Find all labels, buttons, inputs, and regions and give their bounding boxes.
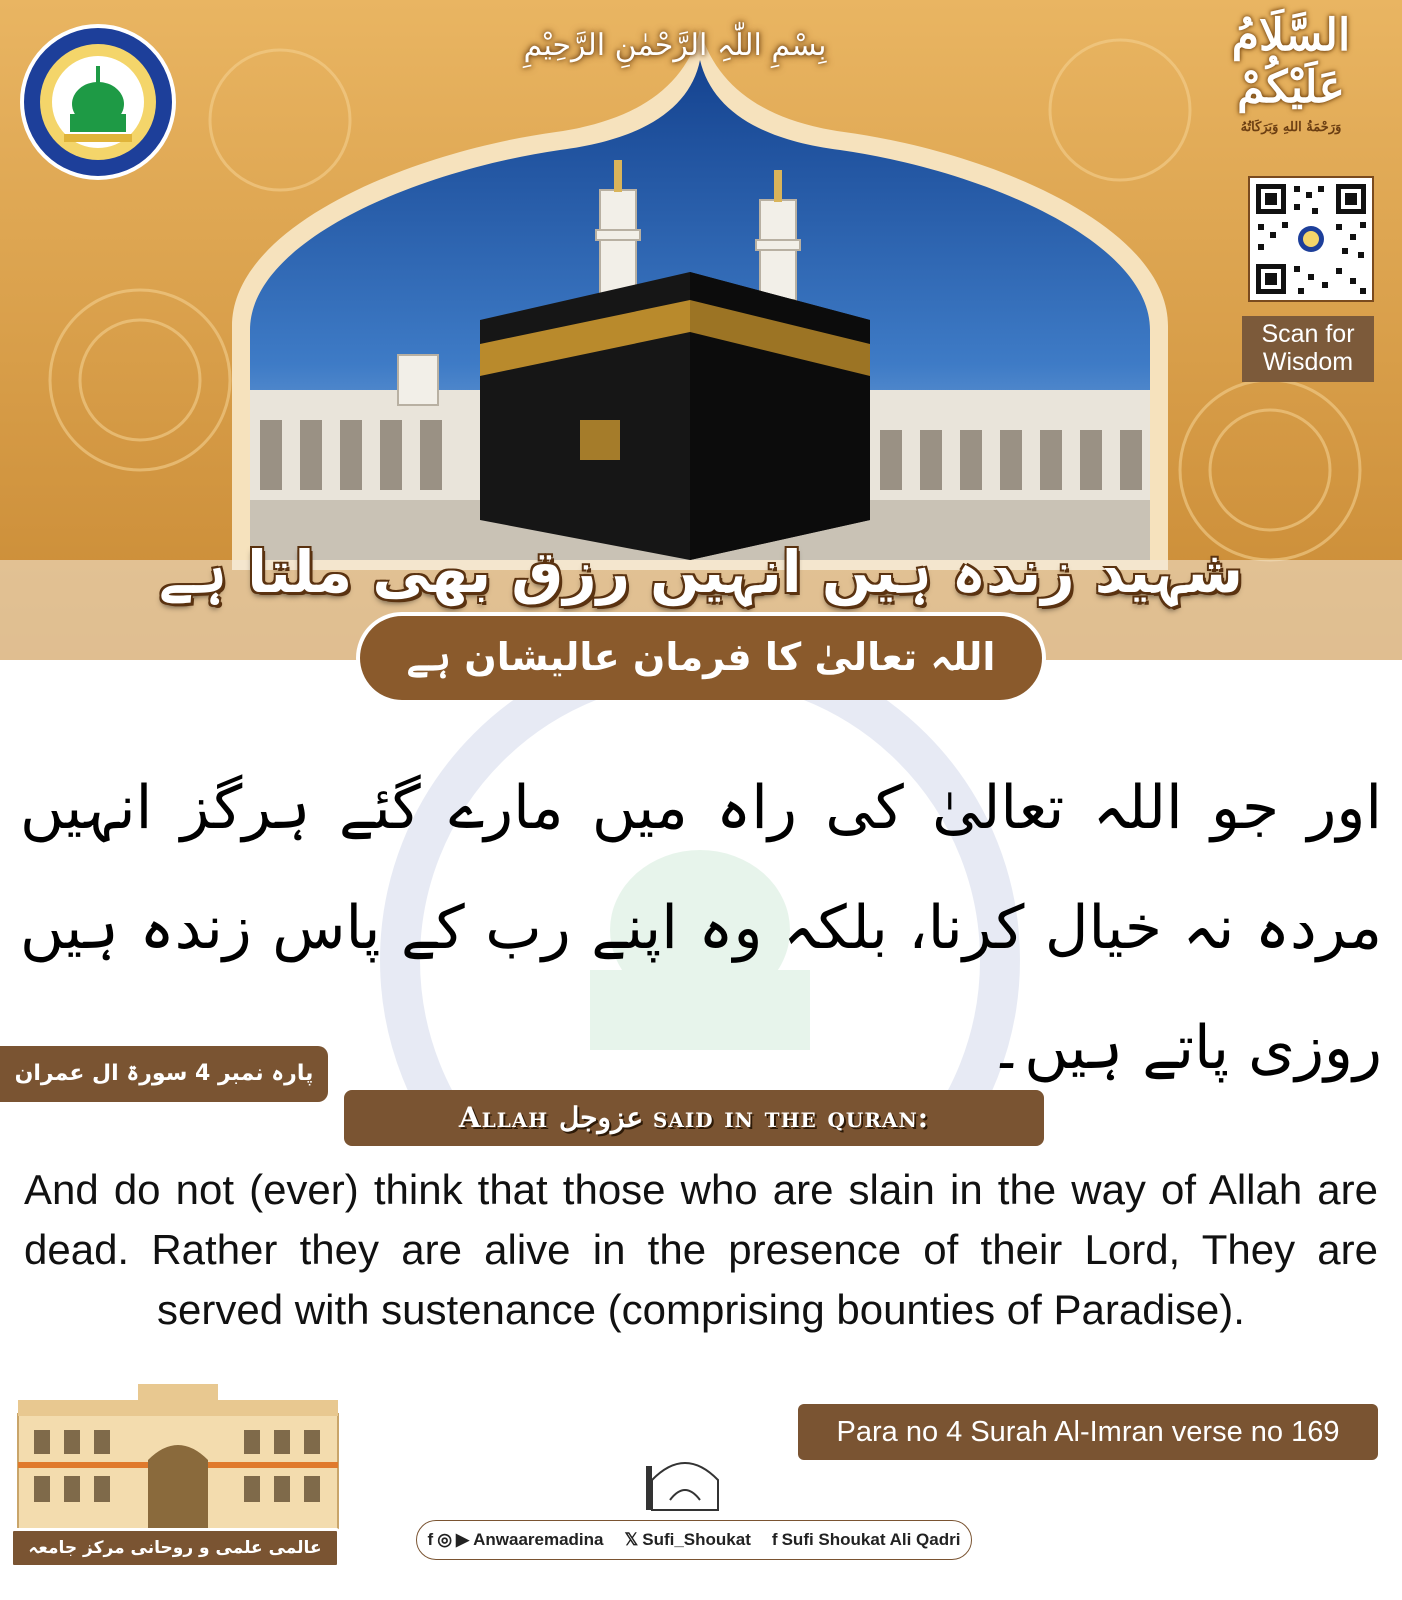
verse-urdu: اور جو اللہ تعالیٰ کی راہ میں مارے گئے ہرگز انہیں مردہ نہ خیال کرنا، بلکہ وہ اپنے رب کے پاس زندہ ہیں روزی پاتے ہیں۔	[20, 773, 1382, 1083]
footer-emblem-icon	[640, 1440, 730, 1516]
institution-caption: عالمی علمی و روحانی مرکز جامعہ انوار مدینہ قاسمیہ	[10, 1528, 340, 1568]
bismillah-text: بِسْمِ اللّٰہِ الرَّحْمٰنِ الرَّحِیْمِ	[523, 28, 827, 63]
social-handle-facebook: Sufi Shoukat Ali Qadri	[781, 1530, 961, 1549]
english-reference-badge: Para no 4 Surah Al-Imran verse no 169	[798, 1404, 1378, 1460]
x-icon: 𝕏	[624, 1530, 639, 1549]
social-handle-x: Sufi_Shoukat	[642, 1530, 751, 1549]
qr-caption	[1242, 316, 1374, 382]
social-item-facebook[interactable]	[772, 1530, 961, 1550]
youtube-icon: ▶	[456, 1530, 470, 1549]
urdu-reference-badge: پارہ نمبر 4 سورۃ ال عمران آیت نمبر 169	[0, 1046, 328, 1102]
facebook-icon: f	[771, 1530, 778, 1549]
qr-code-icon	[1250, 178, 1372, 300]
facebook-icon: f	[427, 1530, 434, 1549]
salam-subtext: وَرَحْمَةُ اللهِ وَبَرَكَاتُهُ	[1240, 120, 1342, 135]
qr-caption-line-1: Scan for	[1261, 320, 1355, 348]
verse-english: And do not (ever) think that those who are slain in the way of Allah are dead. Rather they are alive in the presence of their Lord, They are served with sustenance (comprising bounties of Paradise).	[24, 1166, 1378, 1333]
salam-text: السَّلَامُ عَلَيْكُمْ	[1231, 10, 1351, 113]
subtitle-pill: اللہ تعالیٰ کا فرمان عالیشان ہے	[356, 612, 1046, 704]
institution-logo-icon	[14, 22, 182, 182]
social-links-bar	[416, 1520, 972, 1560]
social-item-x[interactable]	[625, 1530, 751, 1550]
page-title: شہید زندہ ہیں انہیں رزق بھی ملتا ہے	[159, 538, 1243, 606]
social-handle-anwaaremadina: Anwaaremadina	[473, 1530, 604, 1549]
salam-greeting	[1188, 10, 1394, 160]
social-item-anwaaremadina[interactable]	[428, 1530, 604, 1550]
qr-code[interactable]	[1248, 176, 1374, 302]
qr-caption-line-2: Wisdom	[1262, 348, 1354, 376]
english-verse-heading: Allah عزوجل said in the quran:	[344, 1090, 1044, 1146]
instagram-icon: ◎	[437, 1530, 453, 1549]
